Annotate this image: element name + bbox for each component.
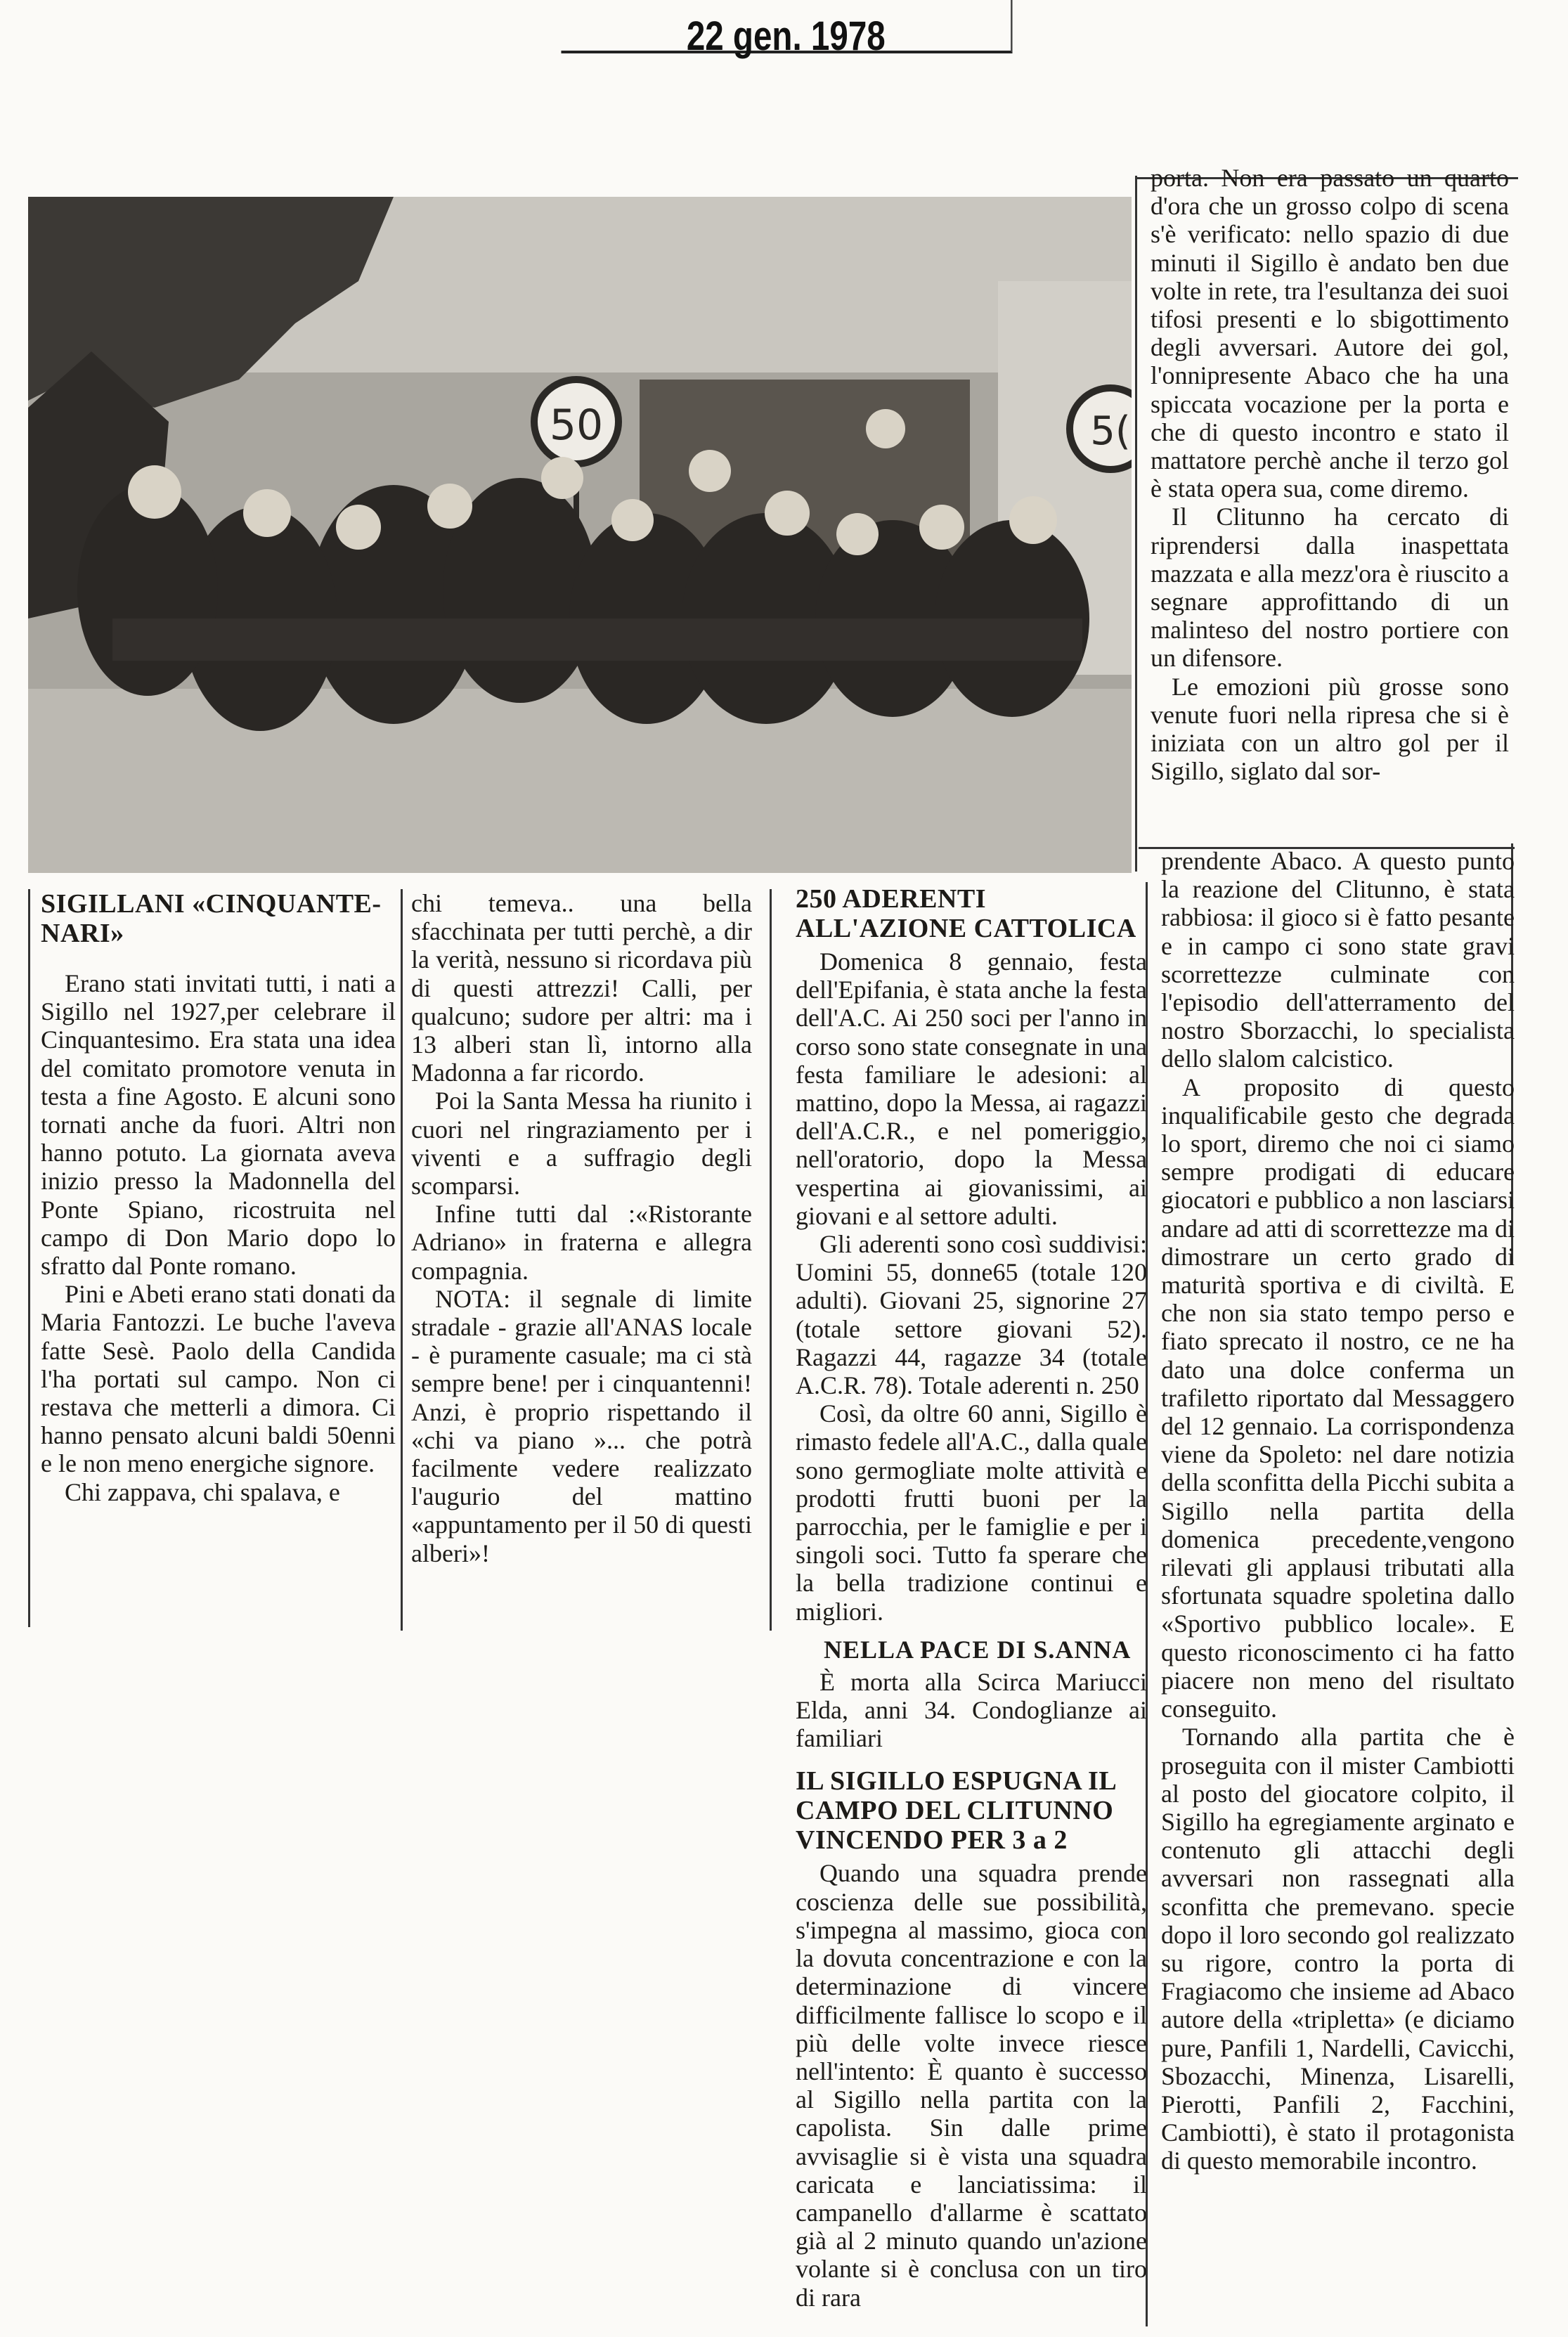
article-pace-text: È morta alla Scirca Mariucci Elda, anni 34. Condoglianze ai familiari (796, 1667, 1147, 1753)
column-divider-1 (401, 889, 403, 1631)
article-aderenti-column (796, 884, 1147, 2312)
column-divider-6 (28, 889, 30, 1627)
clipping-date: 22 gen. 1978 (561, 0, 1012, 53)
people-group-photo-icon (28, 197, 1132, 873)
article-sigillani-paragraph: Pini e Abeti erano stati donati da Maria Fantozzi. Le buche l'aveva fatte Sesè. Paolo della Candida l'ha portati sul campo. Non ci restava che metterli a dimora. Ci hanno pensato alcuni baldi 50enni e le non meno energiche signore. (41, 1280, 396, 1478)
group-photo (28, 197, 1132, 873)
article-sigillo-paragraph: Tornando alla partita che è proseguita con il mister Cambiotti al posto del giocatore colpito, il Sigillo ha egregiamente arginato e contenuto gli attacchi degli avversari non rassegnati alla sconfitta che premevano. specie dopo il loro secondo gol realizzato su rigore, contro la porta di Fragiacomo che insieme ad Abaco autore della «tripletta» (e diciamo pure, Panfili 1, Nardelli, Cavicchi, Sbozacchi, Minenza, Lisarelli, Pierotti, Panfili 2, Facchini, Cambiotti), è stato il protagonista di questo memorabile incontro. (1161, 1723, 1515, 2175)
article-aderenti-title: 250 ADERENTI ALL'AZIONE CATTOLICA (796, 884, 1136, 943)
article-aderenti-paragraph: Così, da oltre 60 anni, Sigillo è rimasto fedele all'A.C., dalla quale sono germogliate molte attività e prodotti frutti buoni per la parrocchia, per le famiglie e per i singoli soci. Tutto fa sperare che la bella tradizione continui e migliori. (796, 1399, 1147, 1626)
article-sigillani-paragraph: Poi la Santa Messa ha riunito i cuori nel ringraziamento per i viventi e a suffragio degli scomparsi. (411, 1087, 752, 1200)
article-sigillani-title: SIGILLANI «CINQUANTE-NARI» (41, 889, 382, 948)
article-sigillo-paragraph: prendente Abaco. A questo punto la reazione del Clitunno, è stata rabbiosa: il gioco si è fatto pesante e in campo ci sono state gravi scorrettezze culminate con l'episodio dell'atterramento del nostro Sborzacchi, lo specialista dello slalom calcistico. (1161, 847, 1515, 1073)
speed-limit-sign-left: 50 (549, 401, 604, 450)
article-aderenti-paragraph: Gli aderenti sono così suddivisi: Uomini 55, donne65 (totale 120 adulti). Giovani 25, signorine 27 (totale settore giovani 52). Ragazzi 44, ragazze 34 (totale A.C.R. 78). Totale aderenti n. 250 (796, 1230, 1147, 1400)
article-sigillo-paragraph: Quando una squadra prende coscienza delle sue possibilità, s'impegna al massimo, gioca con la dovuta concentrazione e con la determinazione di vincere difficilmente fallisce lo scopo e il più delle volte invece riesce nell'intento: È quanto è successo al Sigillo nella partita con la capolista. Sin dalle prime avvisaglie si è vista una squadra caricata e lanciatissima: il campanello d'allarme è scattato già al 2 minuto quando un'azione volante si è conclusa con un tiro di rara (796, 1859, 1147, 2312)
article-sigillani-paragraph: Chi zappava, chi spalava, e (65, 1477, 340, 1506)
speed-limit-sign-right: 5( (1090, 408, 1131, 454)
article-sigillani-paragraph: Erano stati invitati tutti, i nati a Sigillo nel 1927,per celebrare il Cinquantesimo. Era stata una idea del comitato promotore venuta in testa a fine Agosto. E alcuni sono tornati anche da fuori. Altri non hanno potuto. La giornata aveva inizio presso la Madonnella del Ponte Spiano, ricostruita nel campo di Don Mario dopo lo sfratto dal Ponte romano. (41, 969, 396, 1281)
photo-frame-right (1135, 176, 1137, 872)
article-sigillo-paragraph: A proposito di questo inqualificabile gesto che degrada lo sport, diremo che noi ci siamo sempre prodigati di educare giocatori e pubblico a non lasciarsi andare ad atti di scorrettezze ma di dimostrare un certo grado di maturità sportiva e di civiltà. E che non sia stato tempo perso e fiato sprecato il nostro, ce ne ha dato una dolce conferma un trafiletto riportato dal Messaggero del 12 gennaio. La corrispondenza viene da Spoleto: nel dare notizia della sconfitta della Picchi subita a Sigillo nella partita della domenica precedente,vengono rilevati gli applausi tributati alla sfortunata squadre spoletina dallo «Sportivo pubblico locale». E questo riconoscimento ci ha fatto piacere non meno del risultato conseguito. (1161, 1073, 1515, 1723)
article-sigillani-paragraph: chi temeva.. una bella sfacchinata per tutti perchè, a dir la verità, nessuno si ricordava più di questi attrezzi! Calli, per qualcuno; sudore per altri: ma i 13 alberi stan lì, intorno alla Madonna a far ricordo. (411, 889, 752, 1087)
article-sigillo-continued-top (1151, 164, 1509, 785)
column-divider-2 (770, 889, 772, 1631)
article-sigillani-continued (411, 889, 752, 1567)
article-sigillani-note: NOTA: il segnale di limite stradale - grazie all'ANAS locale - è puramente casuale; ma ci stà sempre bene! per i cinquantenni! Anzi, è proprio rispettando il «chi va piano »... che potrà facilmente vedere realizzato l'augurio del mattino «appuntamento per il 50 di questi alberi»! (411, 1284, 752, 1567)
article-sigillo-paragraph: Il Clitunno ha cercato di riprendersi dalla inaspettata mazzata e alla mezz'ora è riuscito a segnare approfittando di un malinteso del nostro portiere con un difensore. (1151, 503, 1509, 673)
article-sigillo-paragraph: Le emozioni più grosse sono venute fuori nella ripresa che si è iniziata con un altro gol per il Sigillo, siglato dal sor- (1151, 672, 1509, 786)
article-aderenti-paragraph: Domenica 8 gennaio, festa dell'Epifania, è stata anche la festa dell'A.C. Ai 250 soci per l'anno in corso sono state consegnate in una festa familiare le adesioni: al mattino, dopo la Messa, ai ragazzi dell'A.C.R., e nel pomeriggio, nell'oratorio, dopo la Messa vespertina ai giovanissimi, ai giovani e al settore adulti. (796, 947, 1147, 1230)
article-sigillani-paragraph: Infine tutti dal :«Ristorante Adriano» in fraterna e allegra compagnia. (411, 1200, 752, 1285)
article-sigillani-column (41, 889, 396, 1506)
article-sigillo-title: IL SIGILLO ESPUGNA IL CAMPO DEL CLITUNNO VINCENDO PER 3 a 2 (796, 1766, 1116, 1856)
article-sigillo-continued-bottom (1161, 847, 1515, 2175)
article-pace-title: NELLA PACE DI S.ANNA (824, 1635, 1132, 1664)
article-sigillo-paragraph: porta. Non era passato un quarto d'ora che un grosso colpo di scena s'è verificato: nello spazio di due minuti il Sigillo è andato ben due volte in rete, tra l'esultanza dei suoi tifosi presenti e lo sbigottimento degli avversari. Autore dei gol, l'onnipresente Abaco che ha una spiccata vocazione per la porta e che di questo incontro e stato il mattatore perchè anche il terzo gol è stata opera sua, come diremo. (1151, 164, 1509, 503)
